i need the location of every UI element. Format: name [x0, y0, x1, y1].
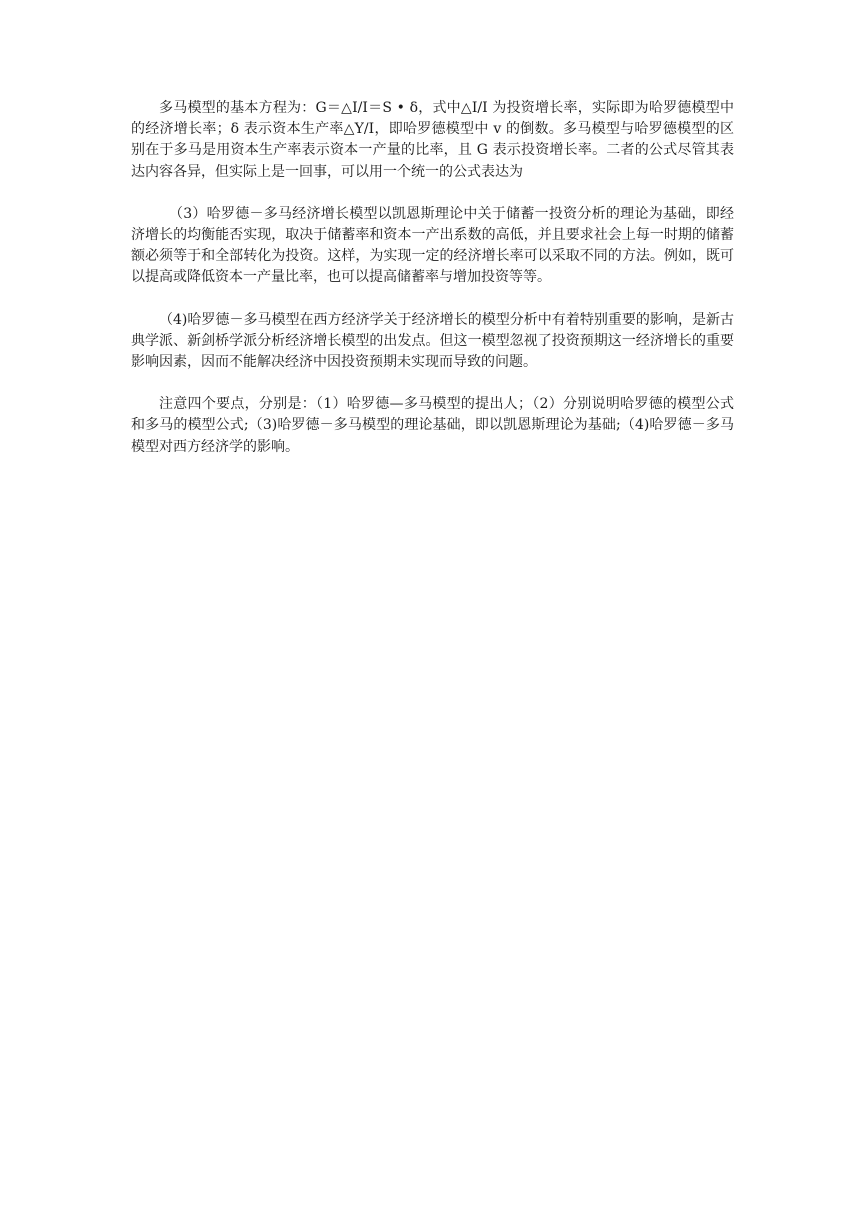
paragraph-key-points-note: 注意四个要点，分别是：（1）哈罗德—多马模型的提出人；（2）分别说明哈罗德的模型公式和多马的模型公式;（3)哈罗德－多马模型的理论基础，即以凯恩斯理论为基础;（4)哈罗德－多马模型对西方经济学的影响。: [131, 396, 734, 455]
paragraph-domar-equation: 多马模型的基本方程为：G＝△I/I＝S • δ，式中△I/I 为投资增长率，实际即为哈罗德模型中的经济增长率；δ 表示资本生产率△Y/I，即哈罗德模型中 v 的倒数。多马模型与哈罗德模型的区别在于多马是用资本生产率表示资本一产量的比率，且 G 表示投资增长率。二者的公式尽管其表达内容各异，但实际上是一回事，可以用一个统一的公式表达为: [131, 100, 734, 180]
document-page: [131, 98, 734, 458]
paragraph-point-3: （3）哈罗德－多马经济增长模型以凯恩斯理论中关于储蓄一投资分析的理论为基础，即经济增长的均衡能否实现，取决于储蓄率和资本一产出系数的高低，并且要求社会上每一时期的储蓄额必须等于和全部转化为投资。这样，为实现一定的经济增长率可以采取不同的方法。例如，既可以提高或降低资本一产量比率，也可以提高储蓄率与增加投资等等。: [131, 205, 734, 286]
paragraph-point-4: （4)哈罗德－多马模型在西方经济学关于经济增长的模型分析中有着特别重要的影响，是新古典学派、新剑桥学派分析经济增长模型的出发点。但这一模型忽视了投资预期这一经济增长的重要影响因素，因而不能解决经济中因投资预期未实现而导致的问题。: [131, 311, 734, 371]
